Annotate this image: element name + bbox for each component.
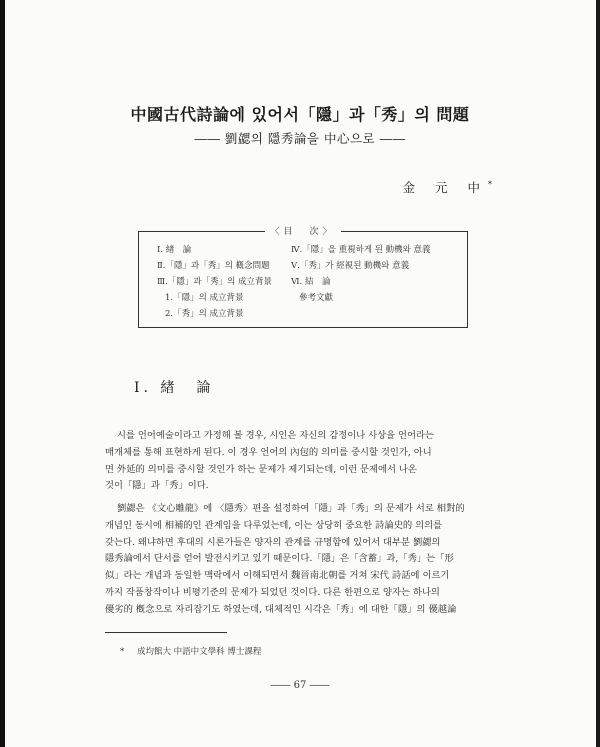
section-heading: Ⅰ. 緖 論	[134, 380, 215, 396]
article-subtitle: ―― 劉勰의 隱秀論을 中心으로 ――	[194, 131, 406, 146]
author-text: 金 元 中	[402, 180, 488, 195]
paragraph-line: 갖는다. 왜냐하면 후대의 시론가들은 양자의 관계를 규명함에 있어서 대부분 劉勰의	[105, 536, 441, 548]
toc-item: Ⅲ.「隱」과「秀」의 成立背景	[157, 277, 273, 287]
footnote-text: 成均館大 中語中文學科 博士課程	[136, 647, 262, 657]
toc-left-column	[157, 242, 272, 322]
footnote	[120, 645, 261, 657]
toc-item: 參考文獻	[299, 293, 334, 303]
toc-right-column	[291, 242, 431, 306]
toc-item: Ⅵ. 結 論	[291, 277, 331, 287]
paragraph-line: 면 外延的 의미를 중시할 것인가 하는 문제가 제기되는데, 이런 문제에서 나온	[105, 463, 417, 475]
paragraph-line: 매개체를 통해 표현하게 된다. 이 경우 언어의 內包的 의미를 중시할 것인가, 아니	[105, 446, 432, 458]
toc-heading-text: 〈目 次〉	[265, 227, 340, 237]
paragraph-line: 優劣的 槪念으로 자리잡기도 하였는데, 대체적인 시각은「秀」에 대한「隱」의 優越論	[105, 603, 457, 615]
table-of-contents-box	[138, 227, 468, 328]
article-title: 中國古代詩論에 있어서「隱」과「秀」의 問題	[130, 105, 470, 124]
author-name	[403, 178, 492, 196]
page-number: ―― 67 ――	[270, 680, 330, 691]
paragraph-line: 劉勰은 《文心雕龍》에 〈隱秀〉편을 설정하여「隱」과「秀」의 문제가 서로 相對的	[117, 503, 465, 514]
toc-subitem: 1.「隱」의 成立背景	[165, 293, 244, 303]
paragraph-line: 隱秀論에서 단서를 얻어 발전시키고 있기 때문이다.「隱」은「含蓄」과,「秀」는「形	[105, 553, 454, 565]
footnote-mark: *	[120, 647, 125, 657]
footnote-divider	[105, 632, 227, 633]
toc-subitem: 2.「秀」의 成立背景	[165, 309, 244, 319]
toc-item: Ⅰ. 緖 論	[157, 245, 192, 255]
paragraph-line: 것이「隱」과「秀」이다.	[105, 480, 209, 492]
toc-item: Ⅳ.「隱」을 重視하게 된 動機와 意義	[291, 245, 431, 255]
paragraph-line: 까지 작품창작이나 비평기준의 문제가 되었던 것이다. 다른 한편으로 양자는 하나의	[105, 586, 440, 598]
toc-item: Ⅴ.「秀」가 經視된 動機와 意義	[291, 261, 410, 271]
body-paragraph-2	[105, 501, 500, 619]
body-paragraph-1	[105, 428, 500, 495]
paragraph-line: 개념인 동시에 相補的인 관계임을 다루었는데, 이는 상당히 중요한 詩論史的 의의를	[105, 519, 443, 531]
author-footnote-mark: *	[488, 179, 492, 189]
toc-item: Ⅱ.「隱」과「秀」의 槪念問題	[157, 261, 270, 271]
toc-heading	[139, 224, 467, 237]
paragraph-line: 시를 언어예술이라고 가정해 볼 경우, 시인은 자신의 감정이나 사상을 언어라는	[117, 430, 434, 441]
paragraph-line: 似」라는 개념과 동일한 맥락에서 이해되면서 魏晉南北朝를 거쳐 宋代 詩話에 이르기	[105, 570, 450, 582]
